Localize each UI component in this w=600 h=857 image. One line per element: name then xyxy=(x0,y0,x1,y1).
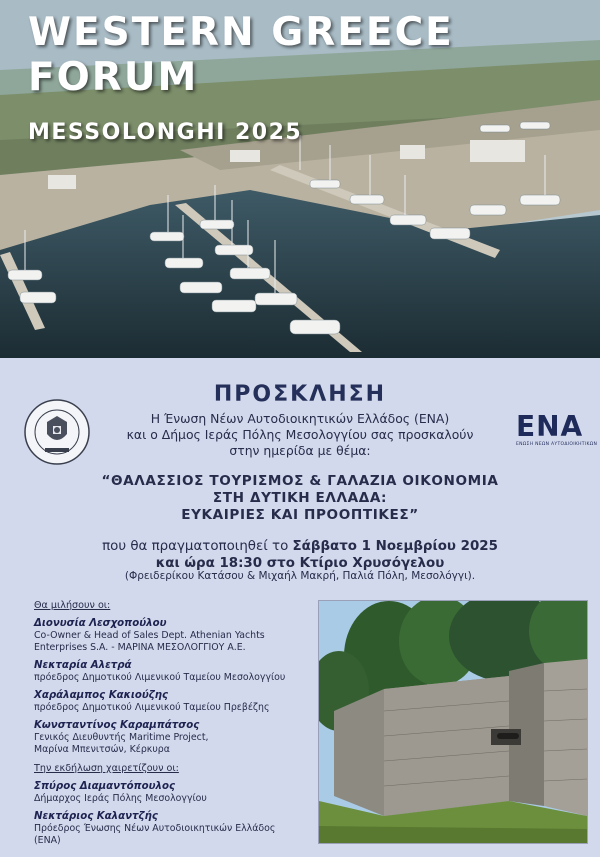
greeter-role: Πρόεδρος Ένωσης Νέων Αυτοδιοικητικών Ελλάδος xyxy=(34,823,276,834)
greeter-name: Νεκτάριος Καλαντζής xyxy=(34,811,158,822)
greeter-name: Σπύρος Διαμαντόπουλος xyxy=(34,781,175,792)
when-line2-prefix: και ώρα xyxy=(155,556,220,571)
speaker-name: Κωνσταντίνος Καραμπάτσος xyxy=(34,720,200,731)
event-venue: Κτίριο Χρυσόγελου xyxy=(299,556,445,571)
fortress-illustration xyxy=(319,601,587,843)
speaker-role: Enterprises S.A. - ΜΑΡΙΝΑ ΜΕΣΟΛΟΓΓΙΟΥ Α.Ε. xyxy=(34,642,246,653)
event-title-line-1: WESTERN GREECE xyxy=(28,10,454,55)
topic-line: ΣΤΗ ΔΥΤΙΚΗ ΕΛΛΑΔΑ: xyxy=(212,490,388,506)
event-time: 18:30 xyxy=(219,556,263,571)
intro-line: Η Ένωση Νέων Αυτοδιοικητικών Ελλάδος (ΕΝΑ) xyxy=(150,411,450,426)
ena-logo xyxy=(516,410,598,452)
ena-logo-letters: ΕΝΑ xyxy=(516,410,584,443)
when-line2-mid: στο xyxy=(262,556,300,571)
topic-line: ΕΥΚΑΙΡΙΕΣ ΚΑΙ ΠΡΟΟΠΤΙΚΕΣ” xyxy=(181,507,419,523)
invitation-intro xyxy=(100,411,500,459)
venue-address: (Φρειδερίκου Κατάσου & Μιχαήλ Μακρή, Παλιά Πόλη, Μεσολόγγι). xyxy=(124,570,476,582)
speaker-role: Γενικός Διευθυντής Maritime Project, xyxy=(34,732,209,743)
speakers-label: Θα μιλήσουν οι: xyxy=(34,600,111,611)
speaker-entry xyxy=(34,659,314,684)
speaker-name: Χαράλαμπος Κακιούζης xyxy=(34,690,169,701)
event-topic xyxy=(60,473,540,524)
greeter-entry xyxy=(34,780,314,805)
greeter-role: Δήμαρχος Ιεράς Πόλης Μεσολογγίου xyxy=(34,793,207,804)
speaker-name: Νεκταρία Αλετρά xyxy=(34,660,132,671)
speaker-entry xyxy=(34,719,314,756)
event-title xyxy=(28,10,454,100)
speaker-role: Μαρίνα Μπενιτσών, Κέρκυρα xyxy=(34,744,170,755)
topic-line: “ΘΑΛΑΣΣΙΟΣ ΤΟΥΡΙΣΜΟΣ & ΓΑΛΑΖΙΑ ΟΙΚΟΝΟΜΙΑ xyxy=(101,473,499,489)
event-date-time xyxy=(30,538,570,572)
greeters-label: Την εκδήλωση χαιρετίζουν οι: xyxy=(34,763,179,774)
speaker-role: Co-Owner & Head of Sales Dept. Athenian Yachts xyxy=(34,630,265,641)
ena-logo-caption: ΕΝΩΣΗ ΝΕΩΝ ΑΥΤΟΔΙΟΙΚΗΤΙΚΩΝ xyxy=(516,442,598,447)
fortress-photo xyxy=(318,600,588,844)
invitation-heading: ΠΡΟΣΚΛΗΣΗ xyxy=(213,382,387,407)
speaker-role: πρόεδρος Δημοτικού Λιμενικού Ταμείου Μεσολογγίου xyxy=(34,672,286,683)
when-prefix: που θα πραγματοποιηθεί το xyxy=(102,539,293,554)
speaker-entry xyxy=(34,617,314,654)
event-subtitle: MESSOLONGHI 2025 xyxy=(28,120,303,145)
event-date: Σάββατο 1 Νοεμβρίου 2025 xyxy=(292,539,498,554)
event-title-line-2: FORUM xyxy=(28,55,199,100)
greeter-role: (ΕΝΑ) xyxy=(34,835,61,846)
speakers-section xyxy=(34,600,314,852)
intro-line: και ο Δήμος Ιεράς Πόλης Μεσολογγίου σας προσκαλούν xyxy=(126,427,474,442)
hero-marina-photo xyxy=(0,0,600,358)
intro-line: στην ημερίδα με θέμα: xyxy=(229,443,371,458)
municipality-seal-icon xyxy=(23,398,91,466)
speaker-role: πρόεδρος Δημοτικού Λιμενικού Ταμείου Πρεβέζης xyxy=(34,702,270,713)
greeter-entry xyxy=(34,810,314,847)
speaker-entry xyxy=(34,689,314,714)
speaker-name: Διονυσία Λεσχοπούλου xyxy=(34,618,167,629)
